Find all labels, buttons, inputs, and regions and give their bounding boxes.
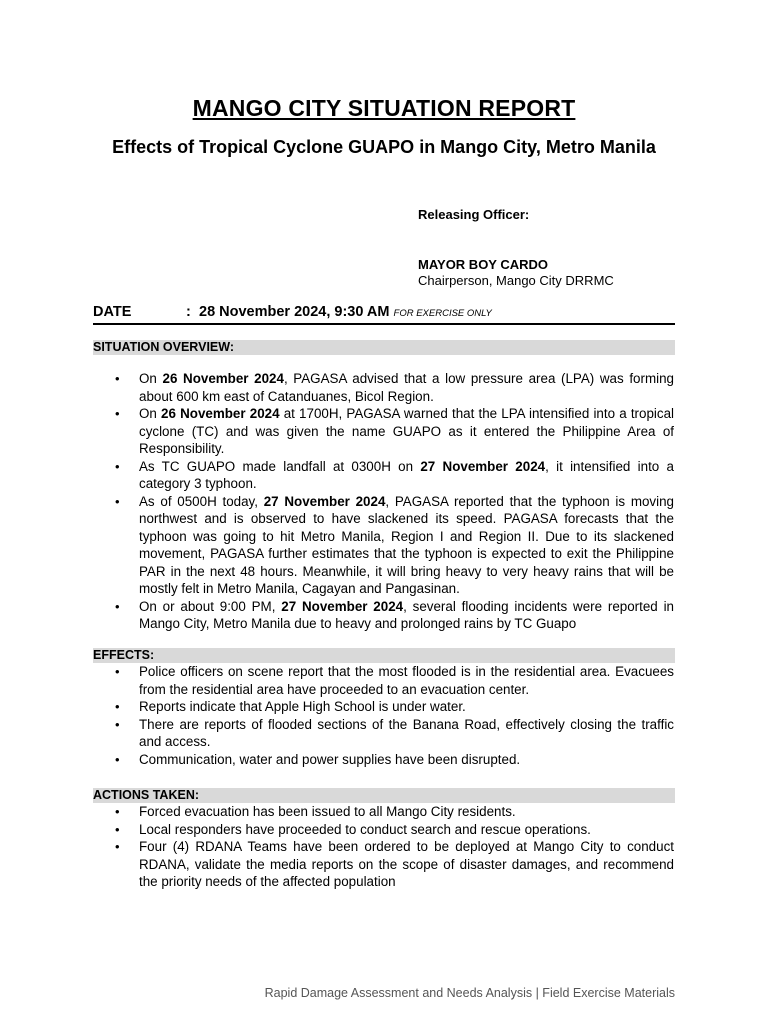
item-text: , several flooding incidents were reported in Mango City, Metro Manila due to heavy and prolonged rains by TC Guapo bbox=[139, 598, 674, 631]
item-text: Police officers on scene report that the most flooded is in the residential area. Evacuees from the residential area have proceeded to an evacuation center. bbox=[139, 664, 674, 697]
item-date: 27 November 2024 bbox=[281, 598, 404, 614]
date-colon: : bbox=[186, 304, 191, 320]
officer-position: Chairperson, Mango City DRRMC bbox=[418, 273, 614, 288]
list-item bbox=[115, 493, 674, 598]
date-label: DATE bbox=[93, 304, 132, 320]
bullet-icon: • bbox=[115, 664, 120, 679]
item-text: Local responders have proceeded to conduct search and rescue operations. bbox=[139, 821, 591, 837]
bullet-icon: • bbox=[115, 716, 120, 732]
item-text: , it intensified into a category 3 typhoon. bbox=[139, 458, 674, 491]
bullet-icon: • bbox=[115, 493, 120, 509]
list-item bbox=[115, 803, 674, 821]
bullet-icon: • bbox=[115, 804, 120, 819]
bullet-icon: • bbox=[115, 598, 120, 614]
releasing-officer-label: Releasing Officer: bbox=[418, 207, 530, 222]
report-title: MANGO CITY SITUATION REPORT bbox=[192, 95, 576, 121]
item-text: On bbox=[139, 371, 163, 386]
list-item bbox=[115, 458, 674, 493]
list-item bbox=[115, 716, 674, 751]
bullet-icon: • bbox=[115, 699, 120, 714]
page-footer: Rapid Damage Assessment and Needs Analysis | Field Exercise Materials bbox=[264, 986, 675, 1000]
situation-overview-list bbox=[115, 370, 674, 633]
item-text: On or about 9:00 PM, bbox=[139, 598, 282, 614]
effects-list bbox=[115, 663, 674, 768]
date-row bbox=[93, 304, 675, 325]
item-text: As of 0500H today, bbox=[139, 493, 264, 509]
item-date: 26 November 2024 bbox=[161, 406, 280, 421]
bullet-icon: • bbox=[115, 821, 120, 837]
list-item bbox=[115, 698, 674, 716]
item-text: Communication, water and power supplies have been disrupted. bbox=[139, 751, 521, 767]
item-date: 27 November 2024 bbox=[263, 493, 386, 509]
officer-name: MAYOR BOY CARDO bbox=[418, 257, 549, 272]
date-value-wrap bbox=[199, 304, 492, 320]
item-text: at 1700H, PAGASA warned that the LPA intensified into a tropical cyclone (TC) and was given the name GUAPO as it entered the Philippine Area of Responsibility. bbox=[139, 406, 674, 456]
item-text: Reports indicate that Apple High School is under water. bbox=[139, 699, 466, 714]
situation-overview-heading: SITUATION OVERVIEW: bbox=[93, 340, 675, 355]
bullet-icon: • bbox=[115, 839, 120, 854]
item-text: There are reports of flooded sections of the Banana Road, effectively closing the traffic and access. bbox=[139, 716, 674, 749]
bullet-icon: • bbox=[115, 406, 120, 421]
actions-taken-list bbox=[115, 803, 674, 891]
item-text: , PAGASA reported that the typhoon is moving northwest and is observed to have slackened its speed. PAGASA forecasts that the typhoon was going to hit Metro Manila, Region I and Region II. Due to its slackened movement, PAGASA further estimates that the typhoon is expected to exit the Philippine PAR in the next 48 hours. Meanwhile, it will bring heavy to very heavy rains that will be mostly felt in Metro Manila, Cagayan and Pangasinan. bbox=[139, 493, 674, 596]
list-item bbox=[115, 405, 674, 458]
item-text: As TC GUAPO made landfall at 0300H on bbox=[139, 458, 421, 474]
bullet-icon: • bbox=[115, 751, 120, 767]
item-text: Four (4) RDANA Teams have been ordered to be deployed at Mango City to conduct RDANA, validate the media reports on the scope of disaster damages, and recommend the priority needs of the affected population bbox=[139, 839, 674, 889]
effects-heading: EFFECTS: bbox=[93, 648, 675, 663]
item-date: 27 November 2024 bbox=[420, 458, 546, 474]
report-subtitle: Effects of Tropical Cyclone GUAPO in Mango City, Metro Manila bbox=[112, 137, 656, 157]
list-item bbox=[115, 370, 674, 405]
list-item bbox=[115, 663, 674, 698]
bullet-icon: • bbox=[115, 458, 120, 474]
date-value: 28 November 2024, 9:30 AM bbox=[199, 304, 390, 320]
list-item bbox=[115, 821, 674, 839]
item-date: 26 November 2024 bbox=[162, 371, 284, 386]
list-item bbox=[115, 751, 674, 769]
list-item bbox=[115, 598, 674, 633]
item-text: Forced evacuation has been issued to all Mango City residents. bbox=[139, 804, 516, 819]
item-text: On bbox=[139, 406, 162, 421]
bullet-icon: • bbox=[115, 371, 120, 386]
exercise-note: FOR EXERCISE ONLY bbox=[393, 308, 492, 319]
item-text: , PAGASA advised that a low pressure area (LPA) was forming about 600 km east of Catanduanes, Bicol Region. bbox=[139, 371, 674, 404]
actions-taken-heading: ACTIONS TAKEN: bbox=[93, 788, 675, 803]
list-item bbox=[115, 838, 674, 891]
releasing-officer-block bbox=[418, 207, 614, 289]
